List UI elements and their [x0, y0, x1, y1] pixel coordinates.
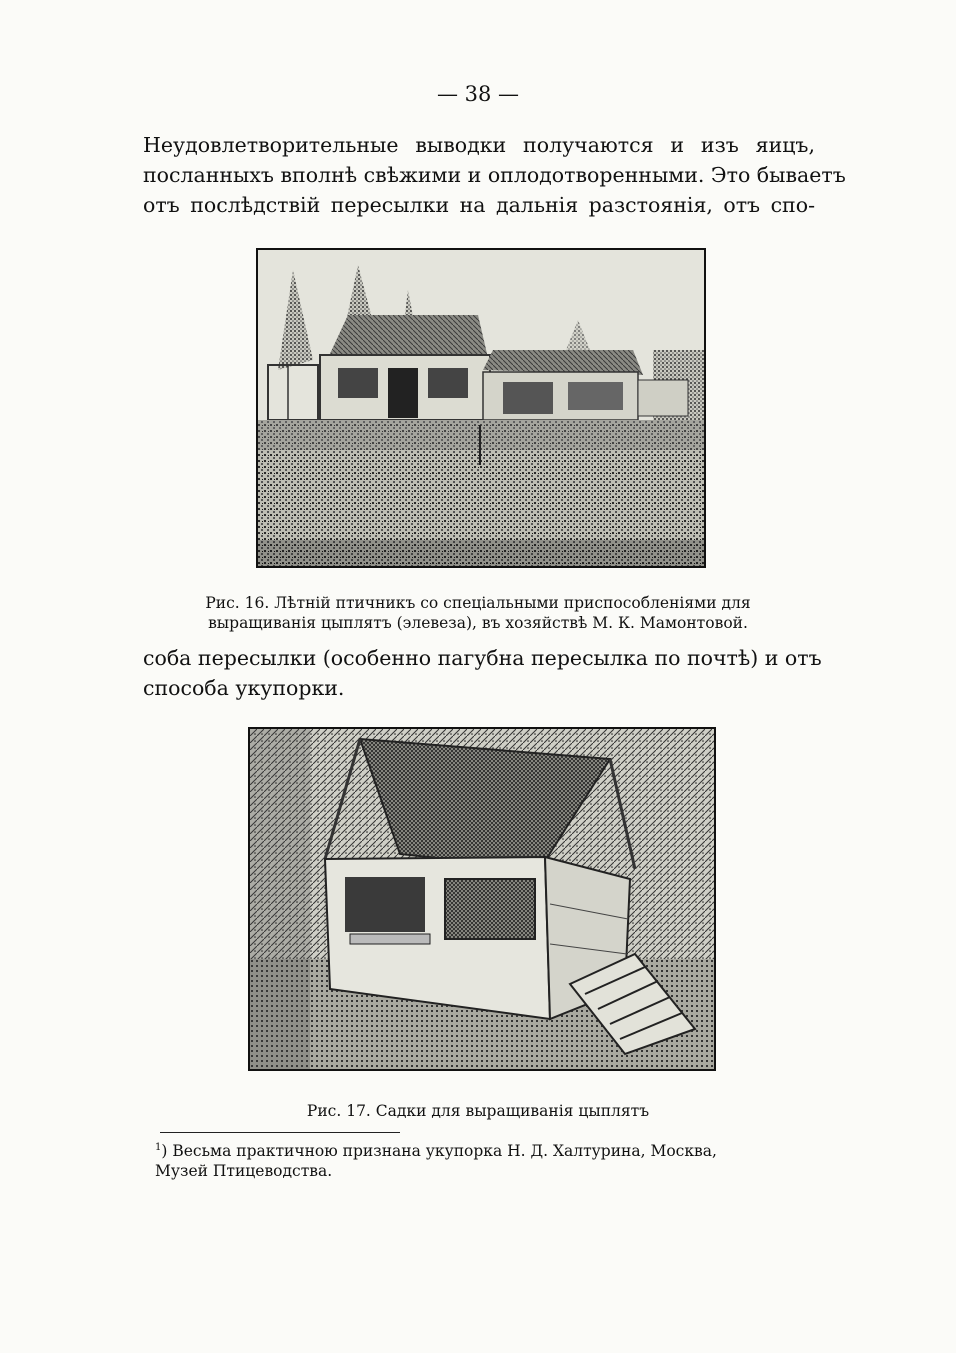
paragraph-1-line-1: Неудовлетворительные выводки получаются и изъ яицъ,: [143, 133, 815, 157]
page-number: — 38 —: [436, 82, 520, 106]
footnote-line-1: [155, 1138, 820, 1161]
figure-16-photo: [256, 248, 706, 568]
chick-crate-illustration: [250, 729, 714, 1069]
footnote-line-2: Музей Птицеводства.: [155, 1162, 333, 1181]
paragraph-2-line-1: соба пересылки (особенно пагубна пересылка по почтѣ) и отъ: [143, 646, 822, 670]
paragraph-1-line-3: отъ послѣдствій пересылки на дальнія разстоянія, отъ спо-: [143, 193, 815, 217]
paragraph-1: [143, 130, 846, 220]
figure-16-caption-line-2: выращиванія цыплятъ (элевеза), въ хозяйствѣ М. К. Мамонтовой.: [208, 614, 748, 632]
figure-16-caption-line-1: Рис. 16. Лѣтній птичникъ со спеціальными приспособленіями для: [205, 594, 751, 612]
paragraph-2-line-2: способа укупорки.: [143, 676, 345, 700]
footnote-rule: [160, 1132, 400, 1133]
figure-17-caption: Рис. 17. Садки для выращиванія цыплятъ: [306, 1102, 650, 1120]
footnote-line-1-text: ) Весьма практичною признана укупорка Н. Д. Халтурина, Москва,: [161, 1142, 717, 1161]
paragraph-1-line-2: посланныхъ вполнѣ свѣжими и оплодотворенными. Это бываетъ: [143, 163, 846, 187]
poultry-house-illustration: [258, 250, 704, 566]
figure-17-photo: [248, 727, 716, 1071]
footnote-marker: 1: [155, 1142, 162, 1153]
footnote: [155, 1138, 820, 1181]
paragraph-2: [143, 643, 822, 703]
figure-16-caption: [150, 593, 806, 633]
